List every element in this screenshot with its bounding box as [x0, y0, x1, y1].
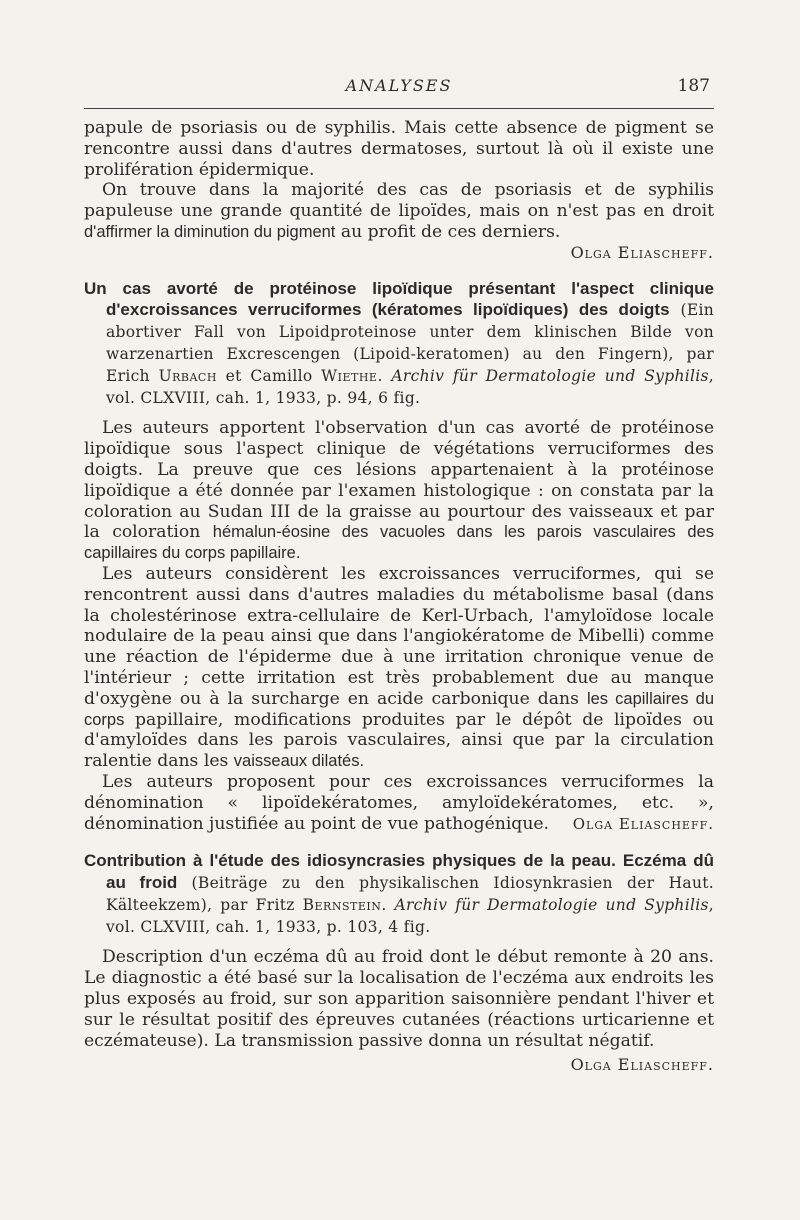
text-run: d'affirmer la diminution du pigment [84, 222, 336, 241]
author-name: Urbach [158, 366, 217, 385]
text-run: Les auteurs considèrent les excroissances verruciformes, qui se rencontrent aussi dans d'autres maladies du métabolisme basal (dans la cholestérinose extra-cellulaire de Kerl-Urbach, l'amyloïdose locale nodulaire de la peau ainsi que dans l'angiokératome de Mibelli) comme une réaction de l'épiderme due à une irritation chronique venue de l'intérieur ; cette irritation est très probablement due au manque d'oxygène ou à la surcharge en acide carbonique dans [84, 563, 714, 709]
text-run: au profit de ces derniers. [335, 221, 561, 242]
author-name: Wiethe [321, 366, 378, 385]
paragraph-continued: papule de psoriasis ou de syphilis. Mais cette absence de pigment se rencontre aussi dans d'autres dermatoses, surtout là où il existe une prolifération épidermique. [84, 118, 714, 180]
signature: Olga Eliascheff. [572, 814, 714, 833]
author-name: Bernstein [302, 895, 382, 914]
ref-text: (Beiträge zu den physikalischen Idiosynkrasien der Haut. Kälteekzem), par Fritz [106, 874, 714, 914]
paragraph [84, 564, 714, 772]
article-heading [84, 850, 714, 937]
page-body [84, 118, 714, 1076]
ref-text: , vol. CLXVIII, cah. 1, 1933, p. 103, 4 fig. [106, 895, 714, 936]
page-number: 187 [677, 76, 710, 96]
reference [106, 874, 714, 936]
article-heading [84, 278, 714, 409]
page-header [84, 70, 714, 100]
paragraph [84, 180, 714, 242]
text-run: Les auteurs apportent l'observation d'un cas avorté de protéinose lipoïdique sous l'aspect clinique de végétations verruciformes des doigts. La preuve que ces lésions appartenaient à la protéinose lipoïdique a été donnée par l'examen histologique : on constata par la coloration au Sudan III de la graisse au pourtour des vaisseaux et par la coloration [84, 418, 714, 543]
journal-title: Archiv für Dermatologie und Syphilis [391, 366, 709, 385]
article-title: Contribution à l'étude des idiosyncrasies physiques de la peau. Eczéma dû au froid [84, 851, 714, 893]
ref-text: (Ein abortiver Fall von Lipoidproteinose unter dem klinischen Bilde von warzenartien Excrescengen (Lipoid-keratomen) au den Fingern), par Erich [106, 301, 714, 385]
text-run: papillaire, modifications produites par le dépôt de lipoïdes ou d'amyloïdes dans les parois vasculaires, ainsi que par la circulation ralentie dans les [84, 709, 714, 772]
running-title: ANALYSES [345, 76, 453, 95]
paragraph [84, 772, 714, 834]
article-title: Un cas avorté de protéinose lipoïdique présentant l'aspect clinique d'excroissances verruciformes (kératomes lipoïdiques) des doigts [84, 278, 714, 320]
text-run: hémalun-éosine des vacuoles dans les parois vasculaires des capillaires du corps papillaire. [84, 523, 715, 563]
paragraph [84, 418, 714, 564]
paragraph: Description d'un eczéma dû au froid dont le début remonte à 20 ans. Le diagnostic a été basé sur la localisation de l'eczéma aux endroits les plus exposés au froid, sur son apparition saisonnière pendant l'hiver et sur le résultat positif des épreuves cutanées (réactions urticarienne et eczémateuse). La transmission passive donna un résultat négatif. [84, 947, 714, 1051]
text-run: On trouve dans la majorité des cas de psoriasis et de syphilis papuleuse une grande quantité de lipoïdes, mais on n'est pas en droit [84, 180, 714, 222]
header-rule [84, 108, 714, 109]
ref-text: . [381, 895, 395, 914]
ref-text: et Camillo [216, 366, 322, 385]
text-run: Les auteurs proposent pour ces excroissances verruciformes la dénomination « lipoïdekératomes, amyloïdekératomes, etc. », dénomination justifiée au point de vue pathogénique. [84, 771, 714, 834]
ref-text: . [377, 366, 392, 385]
signature: Olga Eliascheff. [570, 1055, 714, 1075]
signature: Olga Eliascheff. [570, 242, 714, 262]
ref-text: , vol. CLXVIII, cah. 1, 1933, p. 94, 6 fig. [106, 366, 714, 407]
journal-title: Archiv für Dermatologie und Syphilis [394, 895, 709, 914]
text-run: vaisseaux dilatés. [233, 752, 365, 771]
text-run: les capillaires du corps [84, 689, 714, 729]
